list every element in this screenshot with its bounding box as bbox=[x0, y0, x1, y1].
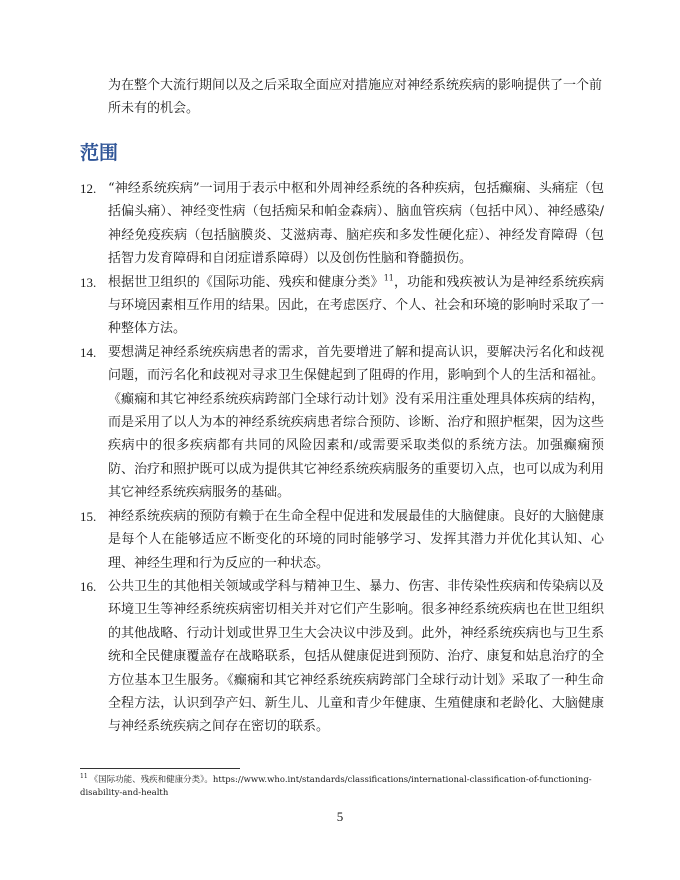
paragraph-13 bbox=[80, 271, 604, 341]
intro-paragraph: 为在整个大流行期间以及之后采取全面应对措施应对神经系统疾病的影响提供了一个前所未有的机会。 bbox=[108, 78, 603, 116]
paragraph-number: 13. bbox=[80, 274, 97, 290]
paragraph-number: 15. bbox=[80, 508, 97, 524]
paragraph-text: “神经系统疾病”一词用于表示中枢和外周神经系统的各种疾病，包括癫痫、头痛症（包括偏头痛）、神经变性病（包括痴呆和帕金森病）、脑血管疾病（包括中风）、神经感染/神经免疫疾病（包括脑膜炎、艾滋病毒、脑疟疾和多发性硬化症）、神经发育障碍（包括智力发育障碍和自闭症谱系障碍）以及创伤性脑和脊髓损伤。 bbox=[108, 181, 604, 267]
numbered-paragraph-list bbox=[80, 177, 604, 739]
paragraph-number: 12. bbox=[80, 181, 97, 196]
page-number: 5 bbox=[336, 809, 344, 824]
footnote-text[interactable]: 《国际功能、残疾和健康分类》。https://www.who.int/standards/classifications/international-classification-of-functioning-disability-and-health bbox=[80, 775, 592, 798]
paragraph-text-part: 根据世卫组织的《国际功能、残疾和健康分类》 bbox=[108, 274, 384, 290]
paragraph-text: 神经系统疾病的预防有赖于在生命全程中促进和发展最佳的大脑健康。良好的大脑健康是每个人在能够适应不断变化的环境的同时能够学习、发挥其潜力并优化其认知、心理、神经生理和行为反应的一种状态。 bbox=[108, 508, 604, 571]
footnote-mark: 11 bbox=[80, 773, 88, 781]
footnote bbox=[80, 774, 604, 800]
paragraph-16 bbox=[80, 575, 604, 739]
paragraph-14 bbox=[80, 341, 604, 505]
paragraph-text: 公共卫生的其他相关领域或学科与精神卫生、暴力、伤害、非传染性疾病和传染病以及环境卫生等神经系统疾病密切相关并对它们产生影响。很多神经系统疾病也在世卫组织的其他战略、行动计划或世界卫生大会决议中涉及到。此外，神经系统疾病也与卫生系统和全民健康覆盖存在战略联系，包括从健康促进到预防、治疗、康复和姑息治疗的全方位基本卫生服务。《癫痫和其它神经系统疾病跨部门全球行动计划》采取了一种生命全程方法，认识到孕产妇、新生儿、儿童和青少年健康、生殖健康和老龄化、大脑健康与神经系统疾病之间存在密切的联系。 bbox=[108, 578, 604, 735]
paragraph-text-part: ，功能和残疾被认为是神经系统疾病与环境因素相互作用的结果。因此，在考虑医疗、个人、社会和环境的影响时采取了一种整体方法。 bbox=[108, 274, 604, 337]
paragraph-15 bbox=[80, 505, 604, 575]
section-heading: 范围 bbox=[80, 142, 119, 164]
paragraph-12 bbox=[80, 177, 604, 271]
footnote-divider bbox=[80, 768, 240, 769]
paragraph-number: 16. bbox=[80, 578, 97, 594]
paragraph-text: 要想满足神经系统疾病患者的需求，首先要增进了解和提高认识，要解决污名化和歧视问题，而污名化和歧视对寻求卫生保健起到了阻碍的作用，影响到个人的生活和福祉。《癫痫和其它神经系统疾病跨部门全球行动计划》没有采用注重处理具体疾病的结构，而是采用了以人为本的神经系统疾病患者综合预防、诊断、治疗和照护框架，因为这些疾病中的很多疾病都有共同的风险因素和/或需要采取类似的系统方法。加强癫痫预防、治疗和照护既可以成为提供其它神经系统疾病服务的重要切入点，也可以成为利用其它神经系统疾病服务的基础。 bbox=[108, 344, 604, 501]
footnote-reference[interactable]: 11 bbox=[383, 273, 394, 283]
paragraph-number: 14. bbox=[80, 344, 97, 360]
paragraph-text bbox=[108, 271, 604, 341]
